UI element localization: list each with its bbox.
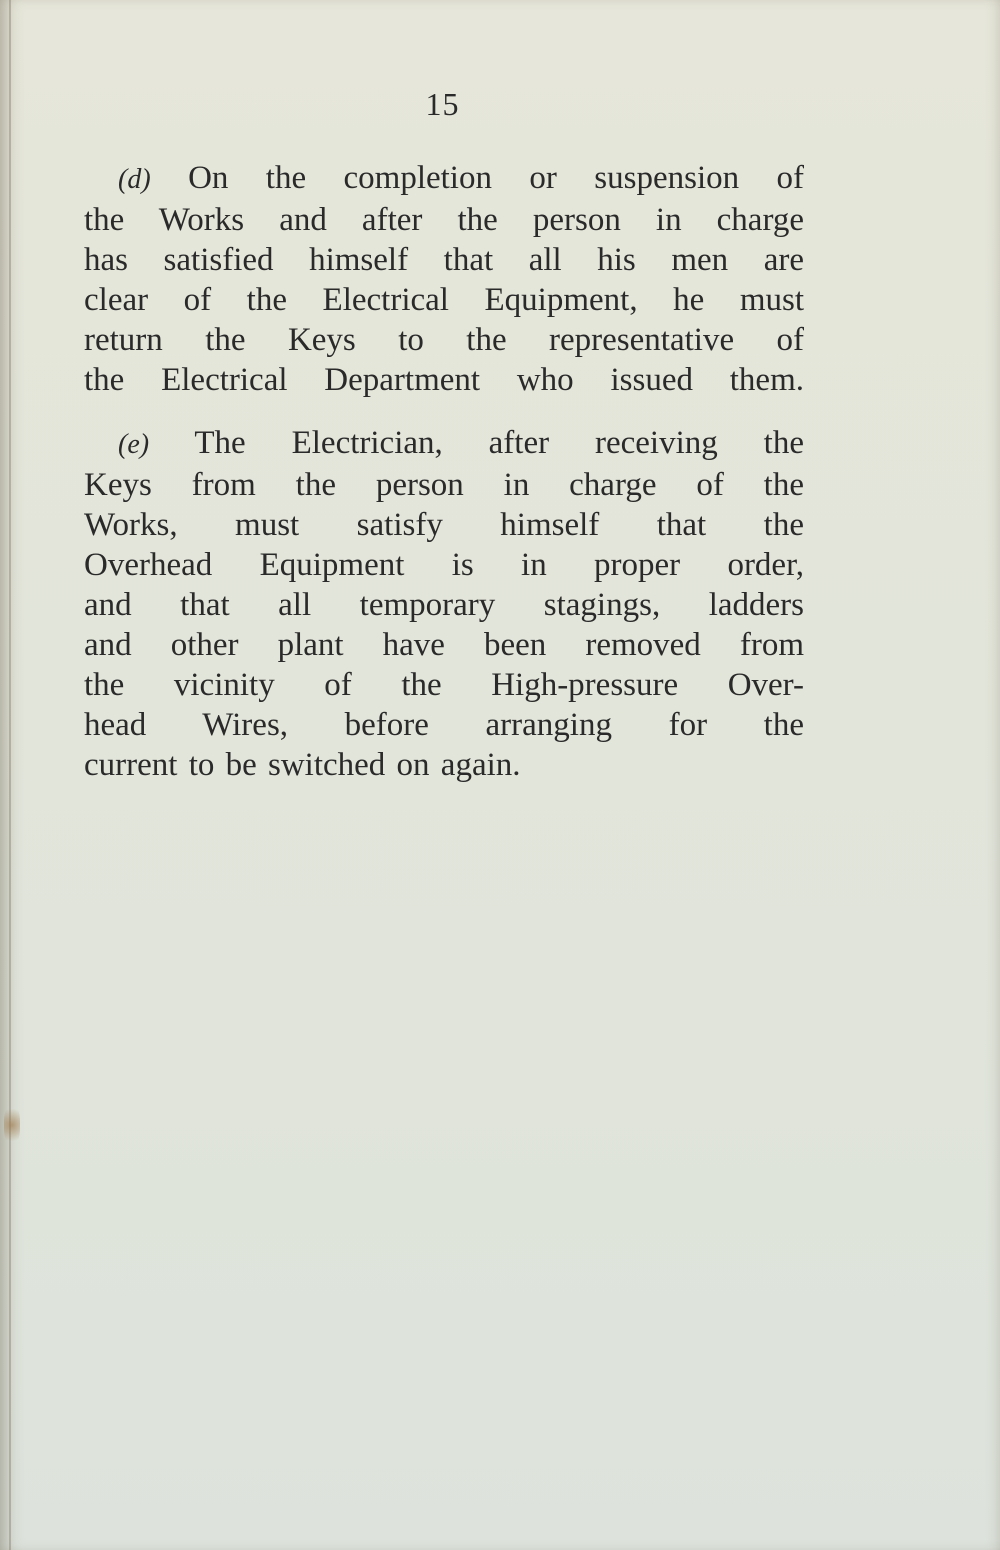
paragraph-line: return the Keys to the representative of (84, 322, 804, 358)
paragraph-marker: (e) (118, 429, 150, 460)
paragraph-line: Overhead Equipment is in proper order, (84, 547, 804, 583)
paragraph-line: the Electrical Department who issued them. (84, 362, 804, 398)
rust-stain (4, 1105, 20, 1145)
paragraph-line: the vicinity of the High-pressure Over- (84, 667, 804, 703)
paragraph-marker: (d) (118, 164, 151, 195)
page-number: 15 (425, 86, 460, 122)
paragraph-line: clear of the Electrical Equipment, he must (84, 282, 804, 318)
paragraph-line: and that all temporary stagings, ladders (84, 587, 804, 623)
paragraph-e (84, 423, 804, 785)
page-binding-edge (9, 0, 11, 1550)
paragraph-line (84, 423, 804, 465)
line-text: The Electrician, after receiving the (194, 425, 804, 461)
paragraph-line: head Wires, before arranging for the (84, 707, 804, 743)
paragraph-line: and other plant have been removed from (84, 627, 804, 663)
paragraph-line: Works, must satisfy himself that the (84, 507, 804, 543)
paragraph-line: the Works and after the person in charge (84, 202, 804, 238)
paragraph-d (84, 158, 804, 400)
paragraph-line: current to be switched on again. (84, 747, 521, 783)
line-text: On the completion or suspension of (188, 160, 805, 196)
paragraph-line (84, 158, 804, 200)
paragraph-line: Keys from the person in charge of the (84, 467, 804, 503)
paragraph-line: has satisfied himself that all his men are (84, 242, 804, 278)
